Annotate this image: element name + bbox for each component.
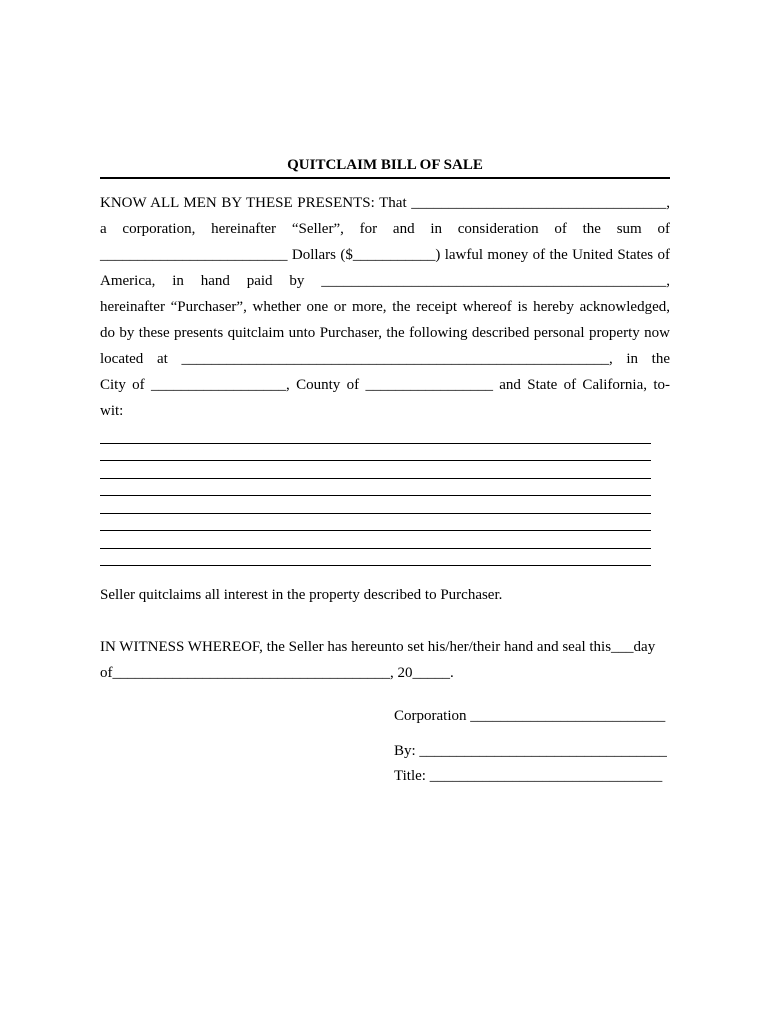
paragraph-line-5: hereinafter “Purchaser”, whether one or more, the receipt whereof is hereby acknowledged,	[100, 299, 670, 315]
paragraph-line-4: America, in hand paid by ______________________________________________,	[100, 273, 670, 289]
paragraph-line-1: KNOW ALL MEN BY THESE PRESENTS: That __________________________________,	[100, 195, 670, 211]
property-description-line-4[interactable]	[100, 495, 651, 496]
paragraph-line-7: located at _________________________________________________________, in the	[100, 351, 670, 367]
paragraph-line-2: a corporation, hereinafter “Seller”, for and in consideration of the sum of	[100, 221, 670, 237]
witness-line-1: IN WITNESS WHEREOF, the Seller has hereunto set his/her/their hand and seal this___day	[100, 639, 656, 655]
paragraph-line-8: City of __________________, County of _________________ and State of California, to-	[100, 377, 670, 393]
document-title: QUITCLAIM BILL OF SALE	[100, 156, 670, 179]
by-signature-field[interactable]: By: _________________________________	[394, 743, 667, 759]
property-description-line-5[interactable]	[100, 513, 651, 514]
quitclaim-statement: Seller quitclaims all interest in the property described to Purchaser.	[100, 587, 503, 603]
property-description-line-1[interactable]	[100, 443, 651, 444]
paragraph-line-3: _________________________ Dollars ($___________) lawful money of the United States of	[100, 247, 670, 263]
witness-line-2: of_____________________________________, 20_____.	[100, 665, 454, 681]
corporation-signature-field[interactable]: Corporation __________________________	[394, 708, 666, 724]
property-description-line-6[interactable]	[100, 530, 651, 531]
property-description-line-8[interactable]	[100, 565, 651, 566]
title-signature-field[interactable]: Title: _______________________________	[394, 768, 663, 784]
paragraph-line-9: wit:	[100, 403, 124, 419]
property-description-line-7[interactable]	[100, 548, 651, 549]
property-description-line-2[interactable]	[100, 460, 651, 461]
paragraph-line-6: do by these presents quitclaim unto Purchaser, the following described personal property now	[100, 325, 670, 341]
property-description-line-3[interactable]	[100, 478, 651, 479]
